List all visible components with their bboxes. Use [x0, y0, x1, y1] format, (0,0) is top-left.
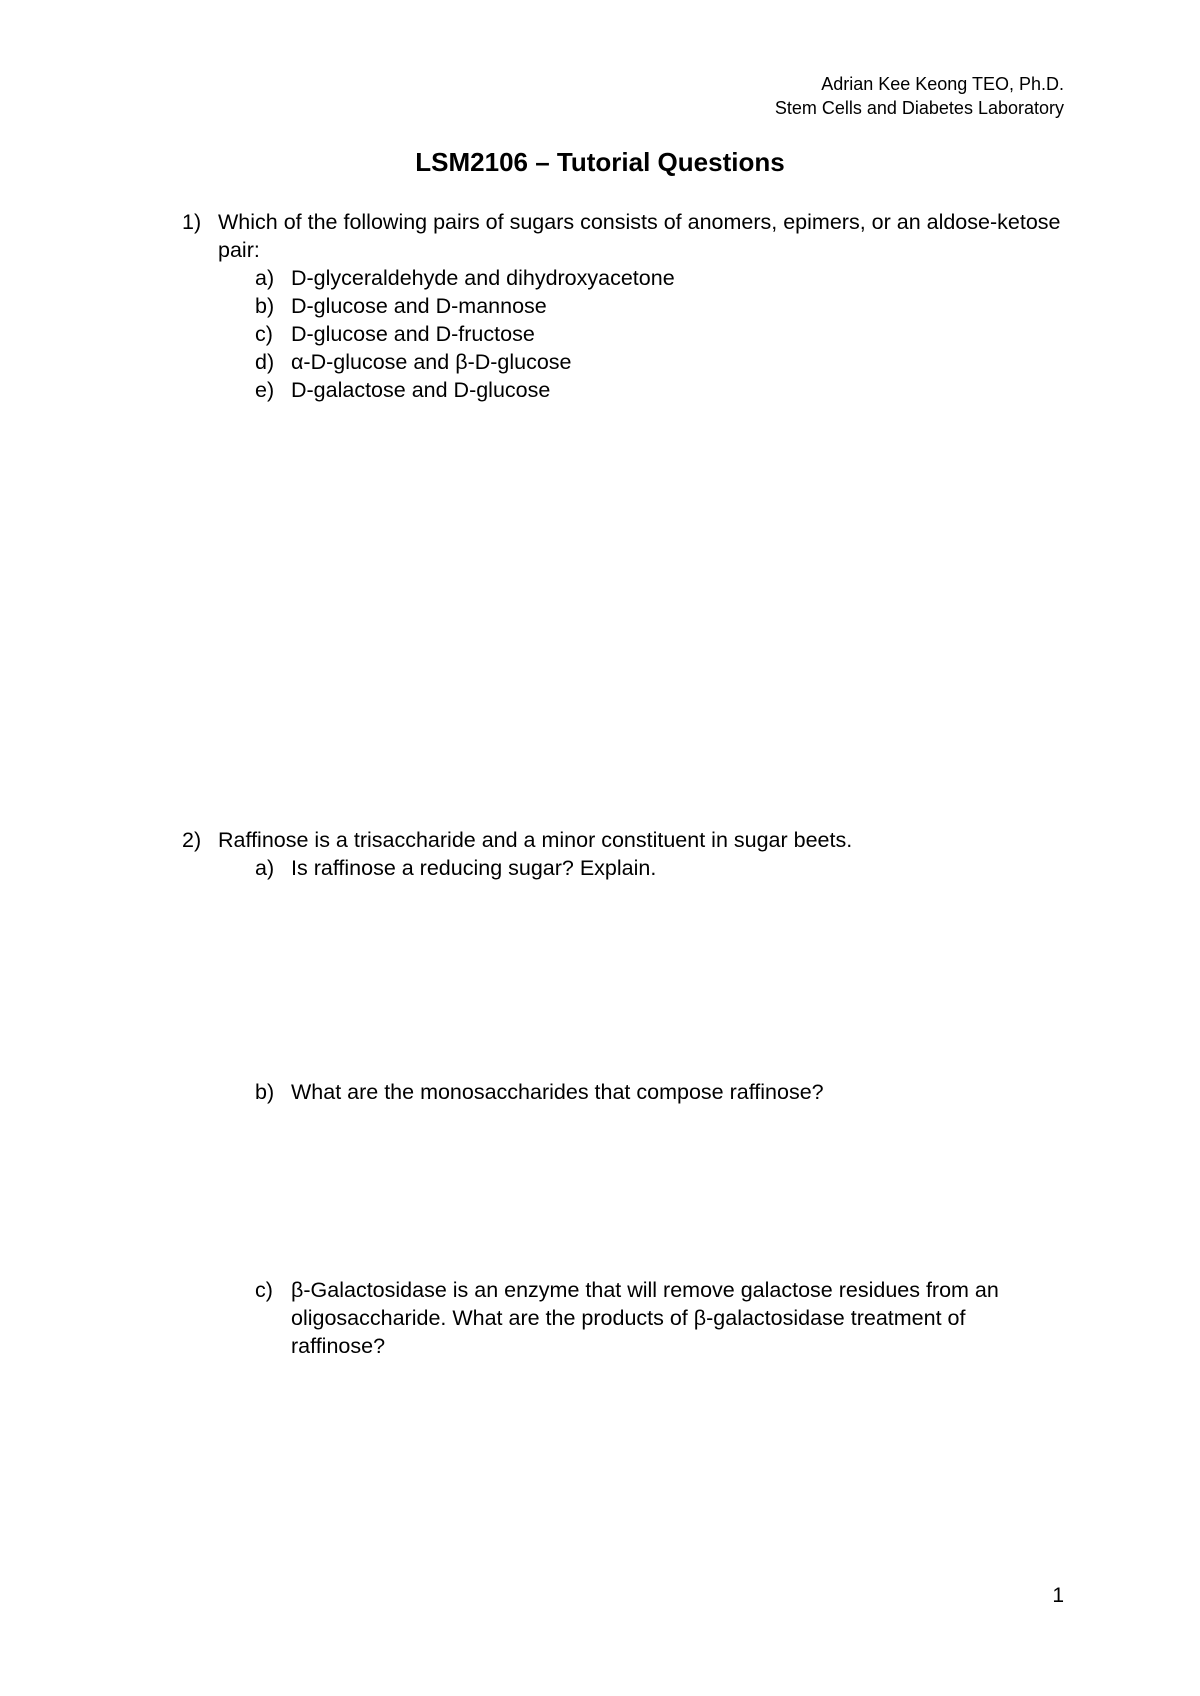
option-b-letter: b): [255, 294, 275, 318]
question-1-option-c: [255, 320, 1062, 348]
question-1-text: Which of the following pairs of sugars consists of anomers, epimers, or an aldose-ketose pair:: [218, 210, 1061, 262]
part-a-text: Is raffinose a reducing sugar? Explain.: [291, 856, 657, 880]
page-title: LSM2106 – Tutorial Questions: [415, 147, 785, 177]
author-name: Adrian Kee Keong TEO, Ph.D.: [821, 74, 1064, 94]
part-a-letter: a): [255, 856, 275, 880]
option-e-text: D-galactose and D-glucose: [291, 378, 551, 402]
part-c-text: β-Galactosidase is an enzyme that will remove galactose residues from an oligosaccharide. What are the products of β-galactosidase treatment of raffinose?: [291, 1278, 999, 1358]
question-2-part-c: [255, 1276, 1055, 1360]
option-c-letter: c): [255, 322, 273, 346]
question-2: [182, 826, 1062, 882]
question-2-number: 2): [182, 828, 202, 852]
option-e-letter: e): [255, 378, 275, 402]
option-d-text: α-D-glucose and β-D-glucose: [291, 350, 572, 374]
question-1-option-e: [255, 376, 1062, 404]
question-2-text: Raffinose is a trisaccharide and a minor constituent in sugar beets.: [218, 828, 853, 852]
question-2-part-a: [255, 854, 1062, 882]
option-a-letter: a): [255, 266, 275, 290]
page-number: 1: [1052, 1584, 1064, 1607]
question-1-number: 1): [182, 210, 202, 234]
question-1-option-b: [255, 292, 1062, 320]
option-a-text: D-glyceraldehyde and dihydroxyacetone: [291, 266, 675, 290]
part-c-letter: c): [255, 1278, 273, 1302]
option-d-letter: d): [255, 350, 275, 374]
question-1-option-d: [255, 348, 1062, 376]
question-1: [182, 208, 1062, 404]
question-1-option-a: [255, 264, 1062, 292]
question-2-part-b: [255, 1078, 1075, 1106]
part-b-letter: b): [255, 1080, 275, 1104]
option-c-text: D-glucose and D-fructose: [291, 322, 535, 346]
option-b-text: D-glucose and D-mannose: [291, 294, 547, 318]
part-b-text: What are the monosaccharides that compose raffinose?: [291, 1080, 824, 1104]
lab-name: Stem Cells and Diabetes Laboratory: [774, 98, 1064, 118]
page-header: [775, 72, 1064, 120]
